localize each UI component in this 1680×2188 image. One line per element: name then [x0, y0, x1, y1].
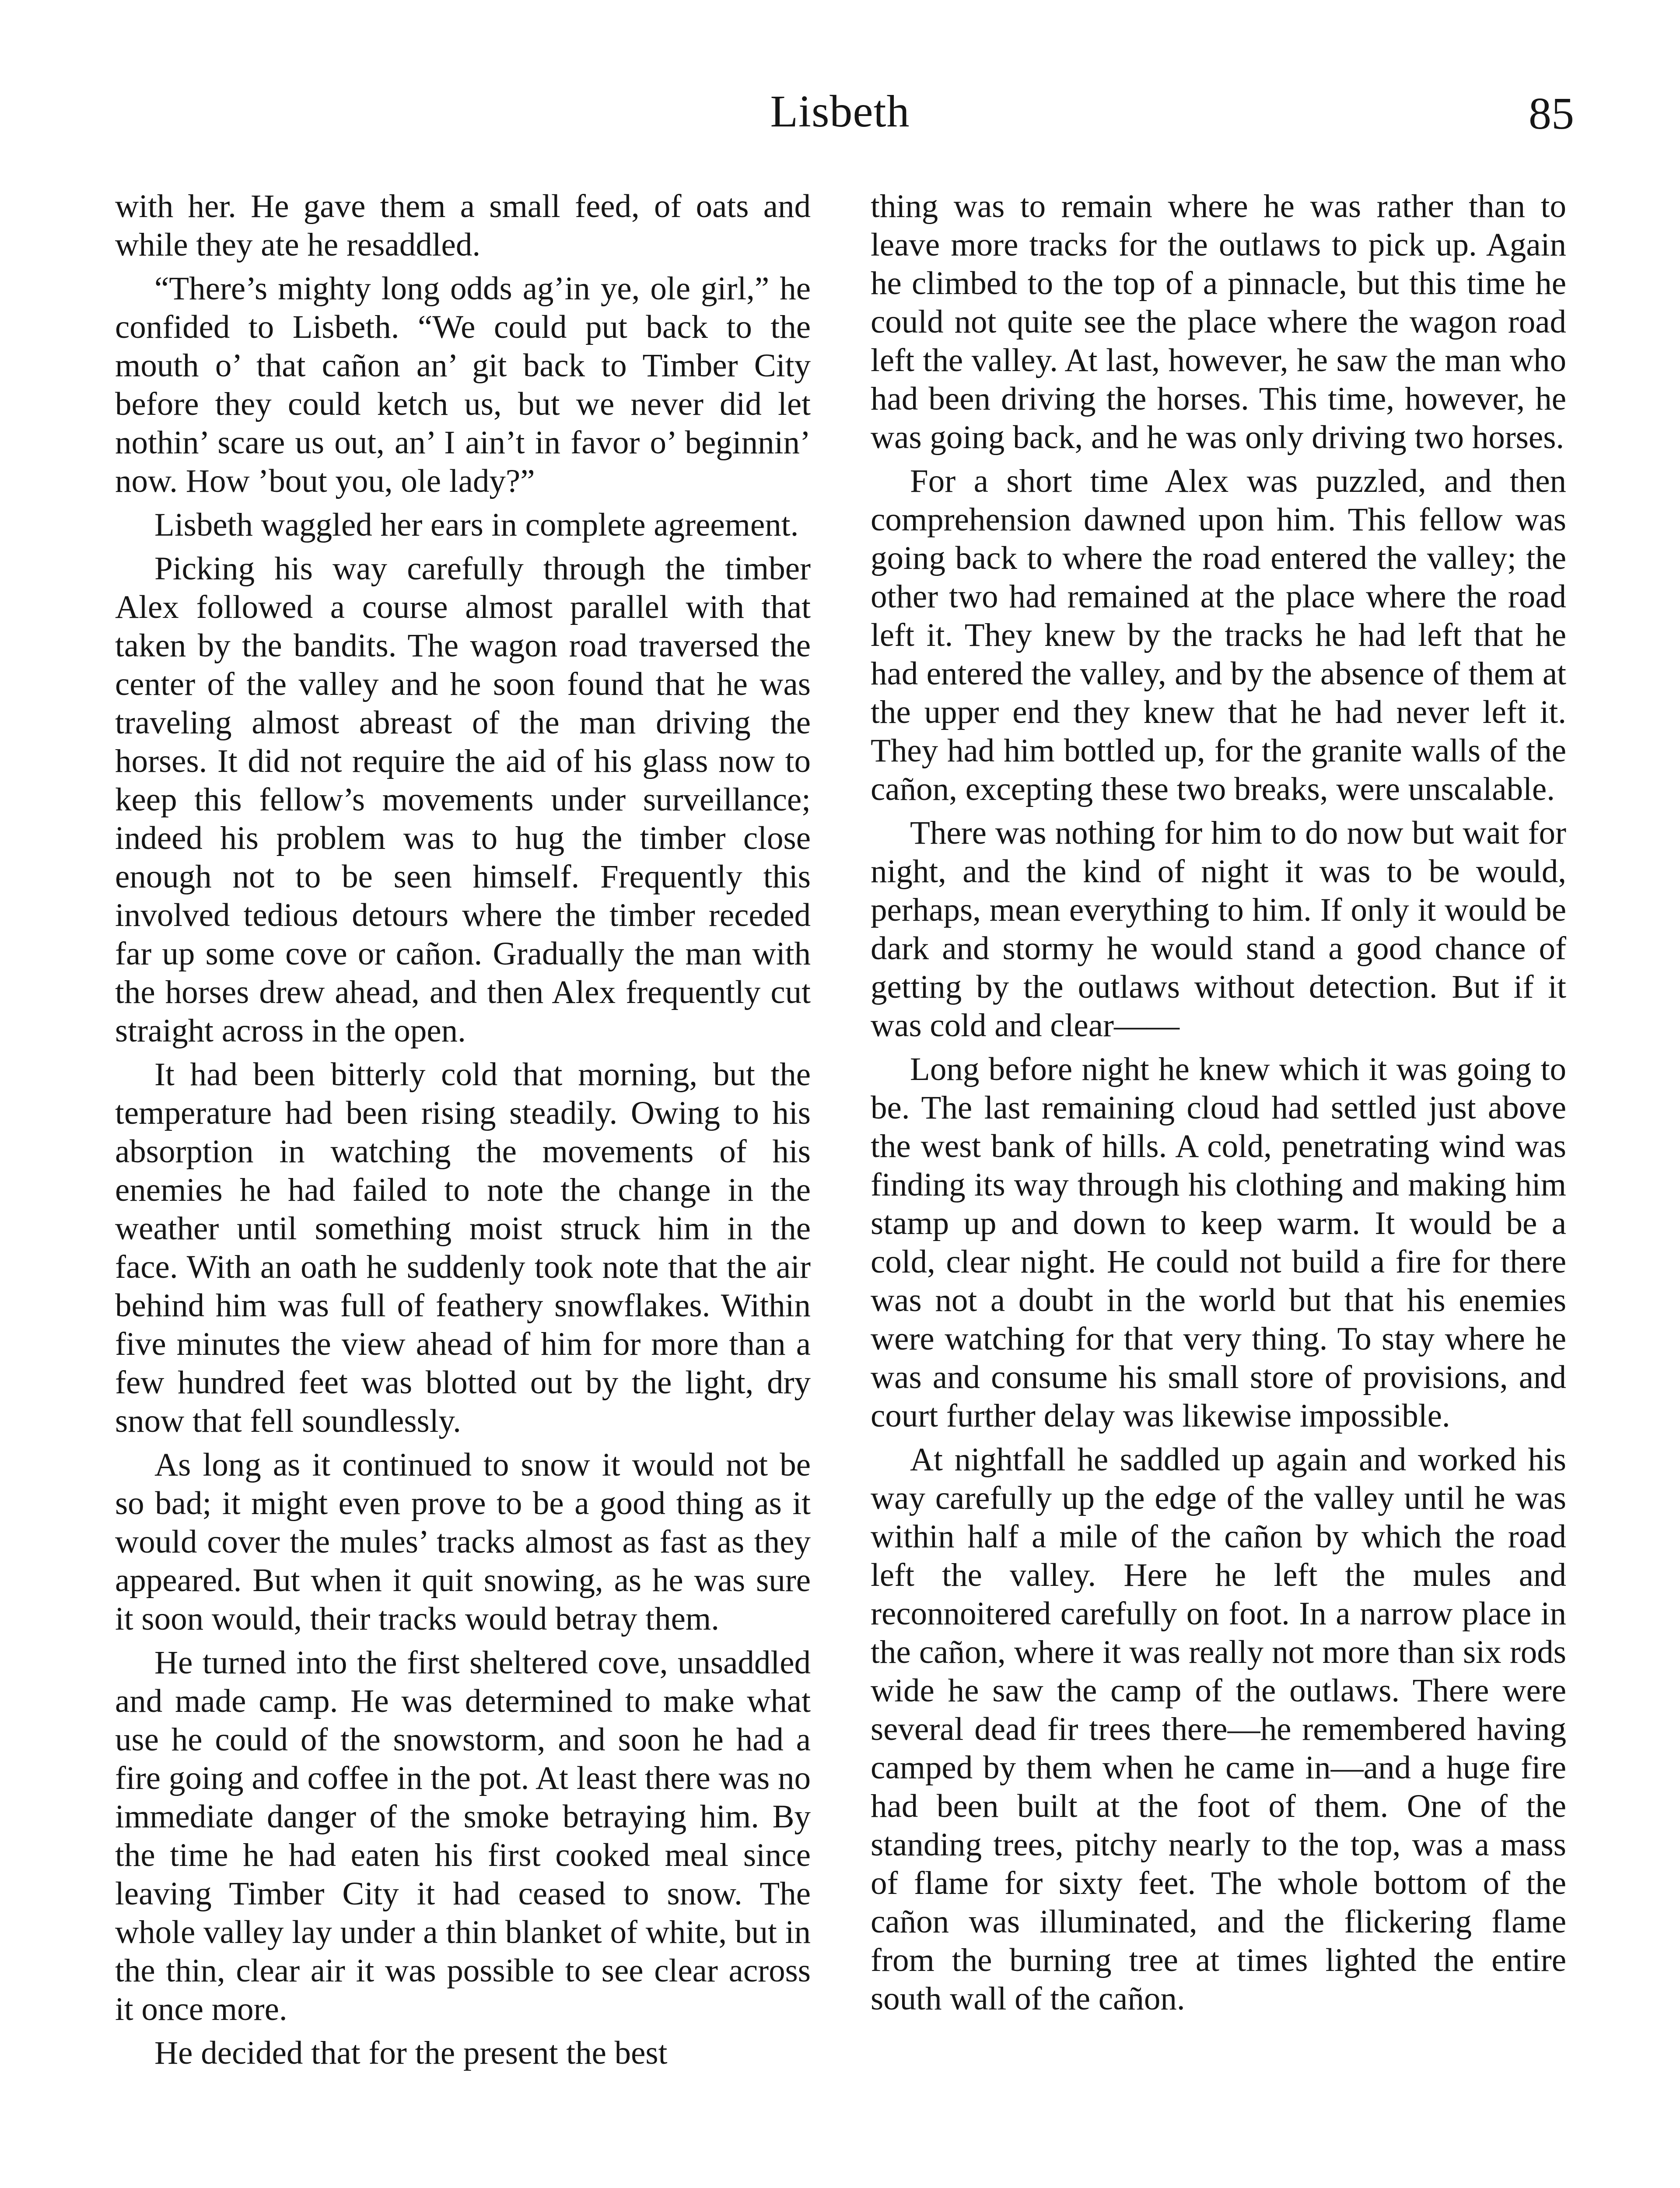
left-paragraph-2: “There’s mighty long odds ag’in ye, ole girl,” he confided to Lisbeth. “We could put back to the mouth o’ that cañon an’ git back to Timber City before they could ketch us, but we never did let nothin’ scare us out, an’ I ain’t in favor o’ beginnin’ now. How ’bout you, ole lady?”: [115, 270, 811, 499]
right-paragraph-2: For a short time Alex was puzzled, and then comprehension dawned upon him. This fellow was going back to where the road entered the valley; the other two had remained at the place where the road left it. They knew by the tracks he had left that he had entered the valley, and by the absence of them at the upper end they knew that he had never left it. They had him bottled up, for the granite walls of the cañon, excepting these two breaks, were unscalable.: [871, 463, 1566, 807]
left-paragraph-8: He decided that for the present the best: [154, 2035, 668, 2071]
left-paragraph-6: As long as it continued to snow it would not be so bad; it might even prove to be a good thing as it would cover the mules’ tracks almost as fast as they appeared. But when it quit snowing, as he was sure it soon would, their tracks would betray them.: [115, 1447, 811, 1637]
right-paragraph-1: thing was to remain where he was rather than to leave more tracks for the outlaws to pick up. Again he climbed to the top of a pinnacle, but this time he could not quite see the place where the wagon road left the valley. At last, however, he saw the man who had been driving the horses. This time, however, he was going back, and he was only driving two horses.: [871, 188, 1566, 456]
running-title: Lisbeth: [770, 86, 910, 137]
left-paragraph-4: Picking his way carefully through the timber Alex followed a course almost parallel with that taken by the bandits. The wagon road traversed the center of the valley and he soon found that he was traveling almost abreast of the man driving the horses. It did not require the aid of his glass now to keep this fellow’s movements under surveillance; indeed his problem was to hug the timber close enough not to be seen himself. Frequently this involved tedious detours where the timber receded far up some cove or cañon. Gradually the man with the horses drew ahead, and then Alex frequently cut straight across in the open.: [115, 551, 811, 1049]
right-paragraph-5: At nightfall he saddled up again and worked his way carefully up the edge of the valley until he was within half a mile of the cañon by which the road left the valley. Here he left the mules and reconnoitered carefully on foot. In a narrow place in the cañon, where it was really not more than six rods wide he saw the camp of the outlaws. There were several dead fir trees there—he remembered having camped by them when he came in—and a huge fire had been built at the foot of them. One of the standing trees, pitchy nearly to the top, was a mass of flame for sixty feet. The whole bottom of the cañon was illuminated, and the flickering flame from the burning tree at times lighted the entire south wall of the cañon.: [871, 1441, 1566, 2017]
right-paragraph-3: There was nothing for him to do now but wait for night, and the kind of night it was to be would, perhaps, mean everything to him. If only it would be dark and stormy he would stand a good chance of getting by the outlaws without detection. But if it was cold and clear——: [871, 815, 1566, 1044]
left-paragraph-7: He turned into the first sheltered cove, unsaddled and made camp. He was determined to make what use he could of the snowstorm, and soon he had a fire going and coffee in the pot. At least there was no immediate danger of the smoke betraying him. By the time he had eaten his first cooked meal since leaving Timber City it had ceased to snow. The whole valley lay under a thin blanket of white, but in the thin, clear air it was possible to see clear across it once more.: [115, 1645, 811, 2027]
right-column: [871, 187, 1566, 2023]
left-paragraph-1: with her. He gave them a small feed, of oats and while they ate he resaddled.: [115, 188, 811, 263]
running-head: [0, 0, 1680, 175]
right-paragraph-4: Long before night he knew which it was going to be. The last remaining cloud had settled just above the west bank of hills. A cold, penetrating wind was finding its way through his clothing and making him stamp up and down to keep warm. It would be a cold, clear night. He could not build a fire for there was not a doubt in the world but that his enemies were watching for that very thing. To stay where he was and consume his small store of provisions, and court further delay was likewise impossible.: [871, 1051, 1566, 1434]
left-paragraph-5: It had been bitterly cold that morning, but the temperature had been rising steadily. Owing to his absorption in watching the movements of his enemies he had failed to note the change in the weather until something moist struck him in the face. With an oath he suddenly took note that the air behind him was full of feathery snowflakes. Within five minutes the view ahead of him for more than a few hundred feet was blotted out by the light, dry snow that fell soundlessly.: [115, 1056, 811, 1439]
left-column: [115, 187, 811, 2078]
left-paragraph-3: Lisbeth waggled her ears in complete agreement.: [154, 507, 799, 543]
page-number: 85: [1529, 88, 1574, 139]
